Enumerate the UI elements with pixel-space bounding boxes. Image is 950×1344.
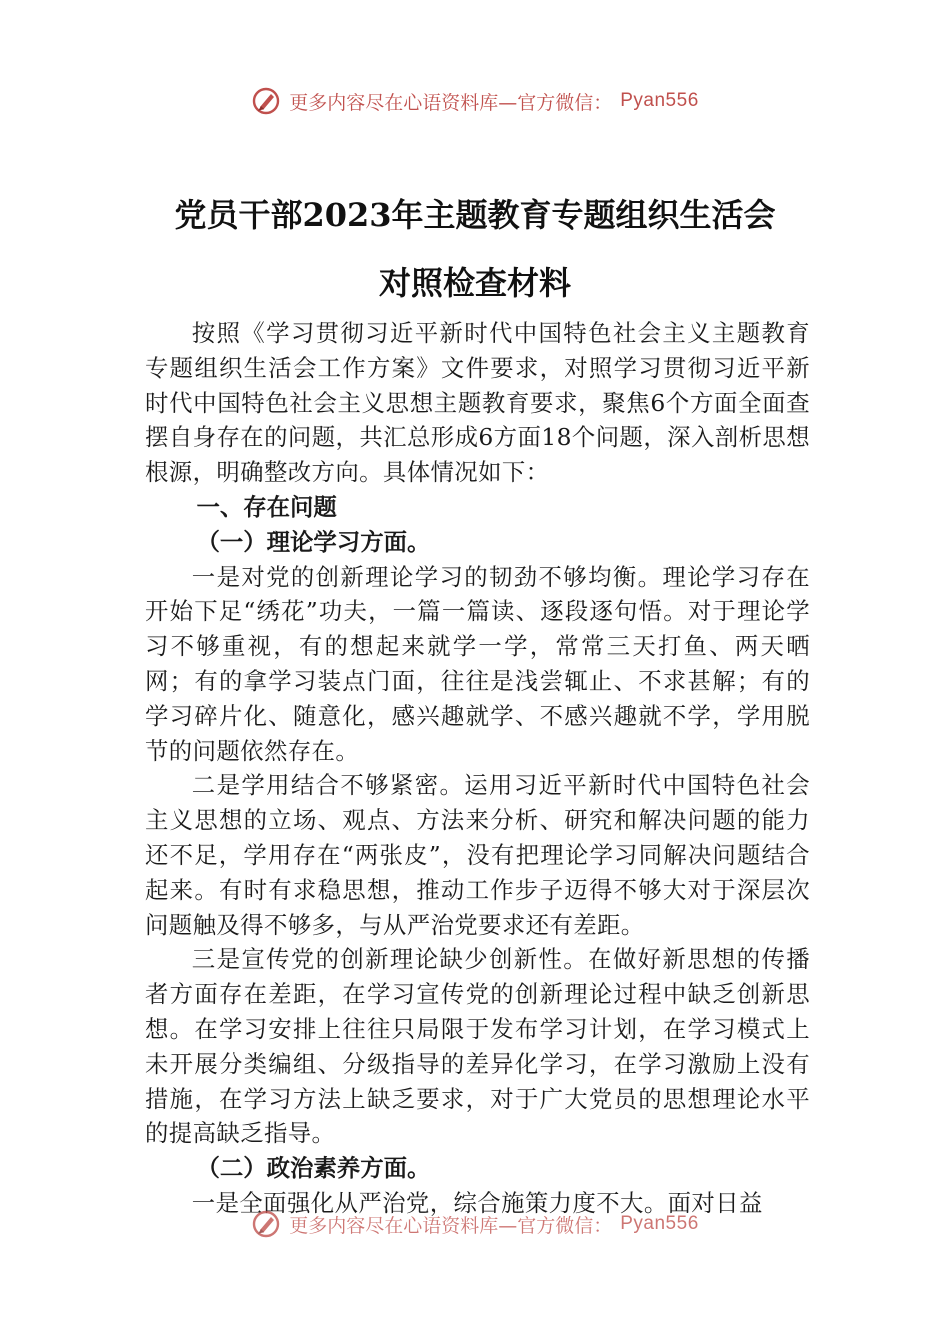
section-heading-problems: 一、存在问题 (196, 492, 337, 521)
subsection-heading-political-quality: （二）政治素养方面。 (196, 1154, 431, 1183)
watermark-header (0, 86, 950, 116)
watermark-footer (0, 1209, 950, 1239)
problem-paragraph-2: 二是学用结合不够紧密。运用习近平新时代中国特色社会主义思想的立场、观点、方法来分析、研究和解决问题的能力还不足，学用存在“两张皮”，没有把理论学习同解决问题结合起来。有时有求稳思想，推动工作步子迈得不够大对于深层次问题触及得不够多，与从严治党要求还有差距。 (145, 771, 810, 939)
problem-paragraph-1: 一是对党的创新理论学习的韧劲不够均衡。理论学习存在开始下足“绣花”功夫，一篇一篇读、逐段逐句悟。对于理论学习不够重视，有的想起来就学一学，常常三天打鱼、两天晒网；有的拿学习装点门面，往往是浅尝辄止、不求甚解；有的学习碎片化、随意化，感兴趣就学、不感兴趣就不学，学用脱节的问题依然存在。 (145, 562, 810, 765)
document-body (145, 316, 810, 1221)
subsection-heading-theory-study: （一）理论学习方面。 (196, 527, 431, 556)
document-title-line-2: 对照检查材料 (378, 264, 571, 302)
document-title-line-1: 党员干部2023年主题教育专题组织生活会 (174, 196, 776, 234)
watermark-wechat-id: Pyan556 (620, 90, 699, 111)
problem-paragraph-4-partial: 一是全面强化从严治党，综合施策力度不大。面对日益 (191, 1188, 763, 1217)
watermark-text: 更多内容尽在心语资料库—官方微信： (289, 1214, 613, 1237)
pen-logo-icon (251, 1209, 281, 1239)
intro-paragraph: 按照《学习贯彻习近平新时代中国特色社会主义主题教育专题组织生活会工作方案》文件要求，对照学习贯彻习近平新时代中国特色社会主义思想主题教育要求，聚焦6个方面全面查摆自身存在的问题，共汇总形成6方面18个问题，深入剖析思想根源，明确整改方向。具体情况如下： (145, 319, 810, 487)
watermark-text: 更多内容尽在心语资料库—官方微信： (289, 91, 613, 114)
pen-logo-icon (251, 86, 281, 116)
watermark-wechat-id: Pyan556 (620, 1213, 699, 1234)
problem-paragraph-3: 三是宣传党的创新理论缺少创新性。在做好新思想的传播者方面存在差距，在学习宣传党的创新理论过程中缺乏创新思想。在学习安排上往往只局限于发布学习计划，在学习模式上未开展分类编组、分级指导的差异化学习，在学习激励上没有措施，在学习方法上缺乏要求，对于广大党员的思想理论水平的提高缺乏指导。 (145, 945, 810, 1148)
